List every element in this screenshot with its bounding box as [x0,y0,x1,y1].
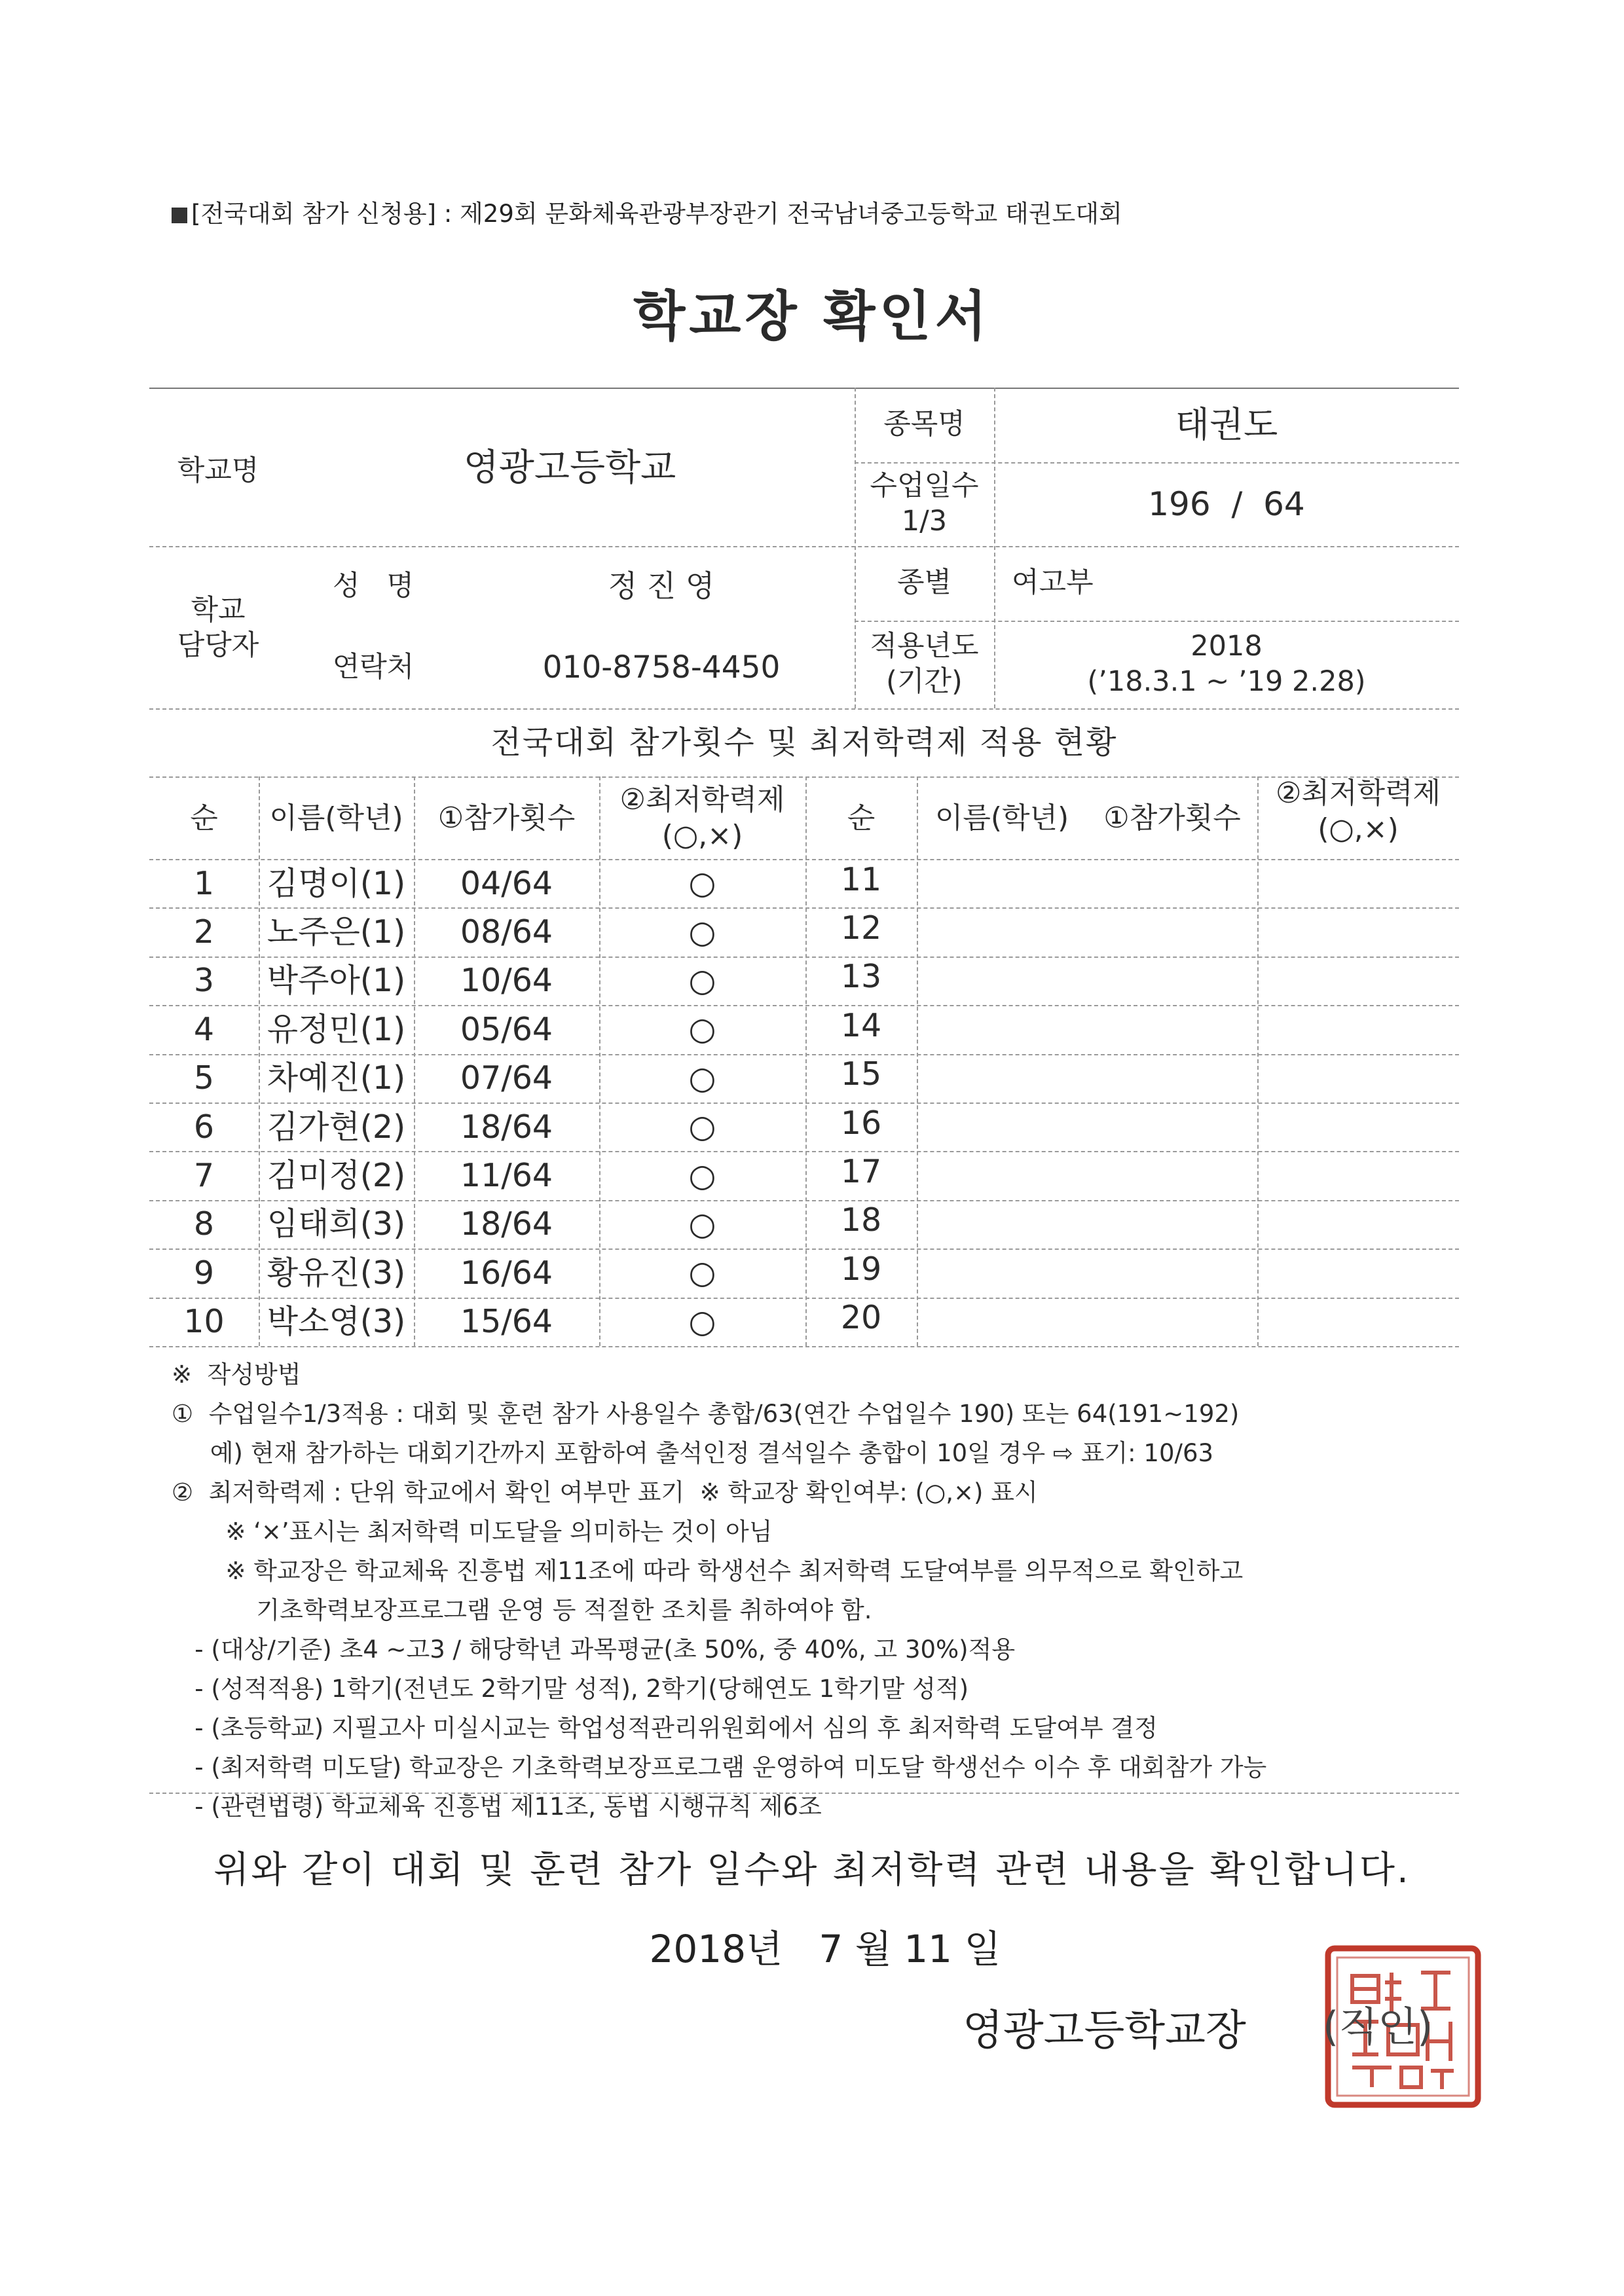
header-name-right: 이름(학년) [934,801,1069,835]
note-line: ① 수업일수1/3적용 : 대회 및 훈련 참가 사용일수 총합/63(연간 수업일수 190) 또는 64(191~192) [172,1400,1240,1428]
row-num: 1 [193,864,215,902]
row-name: 임태희(3) [267,1205,406,1243]
row-count: 18/64 [460,1205,553,1243]
row-num-right: 11 [840,860,882,898]
note-line: - (관련법령) 학교체육 진흥법 제11조, 동법 시행규칙 제6조 [172,1793,822,1821]
header-num-right: 순 [847,801,876,835]
note-line: - (대상/기준) 초4 ~고3 / 해당학년 과목평균(초 50%, 중 40%, 고 30%)적용 [172,1635,1016,1664]
note-line: - (성적적용) 1학기(전년도 2학기말 성적), 2학기(당해연도 1학기말 성적) [172,1675,969,1703]
row-min-mark: ○ [688,962,716,999]
row-num-right: 18 [840,1201,882,1239]
row-min-mark: ○ [688,865,716,902]
row-name: 김가현(2) [267,1108,406,1146]
contact-person-label: 학교 담당자 [177,594,259,662]
row-min-mark: ○ [688,1011,716,1048]
note-line: ※ ‘×’표시는 최저학력 미도달을 의미하는 것이 아님 [172,1518,773,1546]
note-line: ② 최저학력제 : 단위 학교에서 확인 여부만 표기 ※ 학교장 확인여부: (○,×) 표시 [172,1478,1038,1506]
row-num: 3 [193,962,215,1000]
row-min-mark: ○ [688,1254,716,1292]
table-title: 전국대회 참가횟수 및 최저학력제 적용 현황 [490,724,1118,761]
row-num: 7 [193,1156,215,1194]
form-header-text: [전국대회 참가 신청용] : 제29회 문화체육관광부장관기 전국남녀중고등학교 태권도대회 [191,200,1122,228]
row-count: 04/64 [460,864,553,902]
note-line: ※ 학교장은 학교체육 진흥법 제11조에 따라 학생선수 최저학력 도달여부를 의무적으로 확인하고 [172,1557,1244,1585]
row-empty-entry [917,859,1257,907]
row-min-mark: ○ [688,1157,716,1194]
row-empty-mark [1257,907,1459,956]
row-empty-entry [917,1151,1257,1199]
row-num: 10 [183,1303,225,1341]
row-count: 11/64 [460,1156,553,1194]
form-header [172,194,1122,229]
row-min-mark: ○ [688,1303,716,1340]
row-num: 8 [193,1205,215,1243]
confirmation-statement: 위와 같이 대회 및 훈련 참가 일수와 최저학력 관련 내용을 확인합니다. [213,1849,1411,1891]
row-empty-entry [917,1054,1257,1102]
row-empty-entry [917,1102,1257,1151]
row-empty-mark [1257,957,1459,1005]
row-min-mark: ○ [688,1059,716,1097]
row-num-right: 17 [840,1152,882,1190]
row-empty-mark [1257,1298,1459,1346]
division-label: 종별 [896,566,952,600]
row-num: 6 [193,1108,215,1146]
row-name: 박주아(1) [267,962,406,1000]
division-value: 여고부 [1012,566,1094,600]
school-name-value: 영광고등학교 [463,446,676,489]
row-num-right: 15 [840,1055,882,1093]
note-line: - (초등학교) 지필고사 미실시교는 학업성적관리위원회에서 심의 후 최저학력 도달여부 결정 [172,1714,1158,1742]
note-line: 기초학력보장프로그램 운영 등 적절한 조치를 취하여야 함. [172,1596,872,1624]
school-days-label: 수업일수 1/3 [870,469,979,538]
sport-value: 태권도 [1175,404,1278,446]
row-min-mark: ○ [688,913,716,951]
row-num-right: 20 [840,1299,882,1337]
row-empty-entry [917,1298,1257,1346]
row-empty-mark [1257,859,1459,907]
row-name: 유정민(1) [267,1010,406,1048]
header-count: ①참가횟수 [437,801,576,835]
phone-label: 연락처 [332,651,415,684]
row-min-mark: ○ [688,1205,716,1243]
row-num-right: 19 [840,1250,882,1288]
row-empty-entry [917,957,1257,1005]
row-empty-mark [1257,1054,1459,1102]
row-name: 김명이(1) [267,864,406,902]
row-name: 황유진(3) [267,1254,406,1292]
note-line: - (최저학력 미도달) 학교장은 기초학력보장프로그램 운영하여 미도달 학생선수 이수 후 대회참가 가능 [172,1753,1267,1781]
row-count: 05/64 [460,1010,553,1048]
year-label: 적용년도 (기간) [870,630,979,698]
row-count: 18/64 [460,1108,553,1146]
row-num-right: 13 [840,958,882,996]
row-name: 노주은(1) [267,913,406,951]
row-empty-mark [1257,1005,1459,1053]
name-label: 성 명 [332,570,415,603]
year-value: 2018 (’18.3.1 ~ ’19 2.28) [1087,630,1366,698]
row-empty-entry [917,1200,1257,1248]
row-empty-mark [1257,1151,1459,1199]
row-num: 9 [193,1254,215,1292]
sport-label: 종목명 [883,408,965,441]
document-title: 학교장 확인서 [633,285,991,348]
phone-value: 010-8758-4450 [542,649,781,685]
header-min: ②최저학력제 (○,×) [619,783,785,852]
writing-instructions [172,1355,1266,1827]
row-num: 5 [193,1059,215,1097]
confirmation-date: 2018년 7 월 11 일 [649,1927,1001,1971]
row-empty-entry [917,907,1257,956]
school-name-label: 학교명 [177,454,259,488]
row-name: 차예진(1) [267,1059,406,1097]
school-days-value: 196 / 64 [1148,484,1305,523]
row-num-right: 14 [840,1006,882,1044]
row-empty-entry [917,1248,1257,1297]
row-empty-mark [1257,1102,1459,1151]
row-num-right: 16 [840,1104,882,1142]
seal-label: (직인) [1323,2003,1433,2050]
row-empty-entry [917,1005,1257,1053]
row-num: 4 [193,1010,215,1048]
square-bullet-icon [172,208,187,223]
header-name: 이름(학년) [269,801,403,835]
name-value: 정 진 영 [608,568,715,604]
header-min-right: ②최저학력제 (○,×) [1276,776,1441,846]
note-line: ※ 작성방법 [172,1360,301,1389]
row-count: 15/64 [460,1303,553,1341]
note-line: 예) 현재 참가하는 대회기간까지 포함하여 출석인정 결석일수 총합이 10일 경우 ⇨ 표기: 10/63 [172,1439,1214,1467]
row-num-right: 12 [840,909,882,947]
header-count-right: ①참가횟수 [1103,801,1241,835]
row-count: 16/64 [460,1254,553,1292]
row-count: 08/64 [460,913,553,951]
row-min-mark: ○ [688,1108,716,1146]
row-name: 김미정(2) [267,1156,406,1194]
row-name: 박소영(3) [267,1303,406,1341]
row-empty-mark [1257,1248,1459,1297]
row-empty-mark [1257,1200,1459,1248]
row-count: 07/64 [460,1059,553,1097]
header-num: 순 [190,801,218,835]
principal-title: 영광고등학교장 [963,2007,1246,2055]
row-count: 10/64 [460,962,553,1000]
row-num: 2 [193,913,215,951]
